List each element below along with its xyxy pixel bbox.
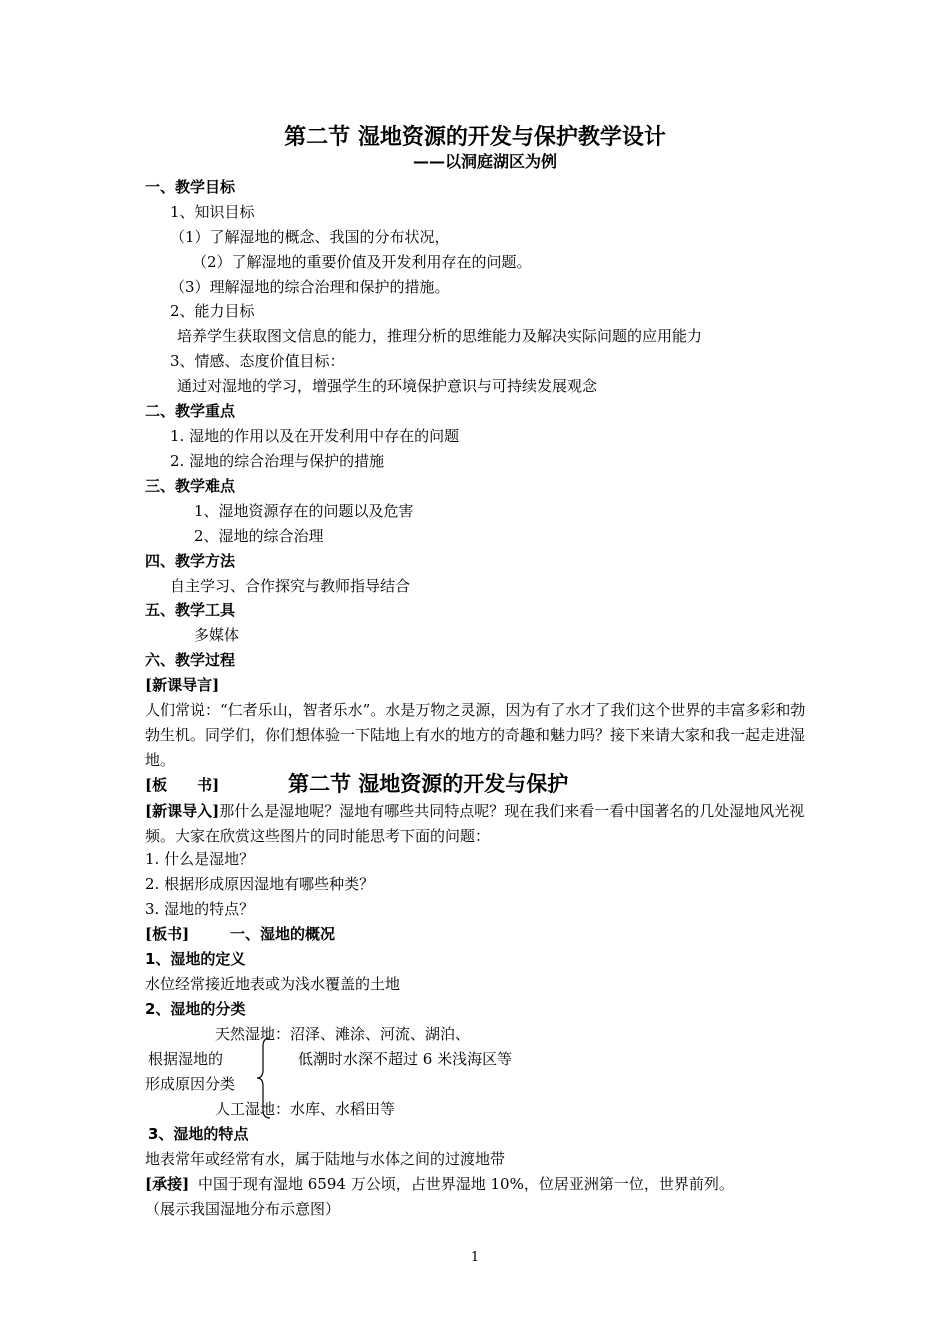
features-text: 地表常年或经常有水，属于陆地与水体之间的过渡地带 [145,1150,506,1168]
tools-heading: 五、教学工具 [145,601,236,619]
board-tag: [板 书] [145,776,220,794]
lead-paragraph [145,799,811,849]
knowledge-goal-label: 1、知识目标 [170,203,255,221]
page-number: 1 [470,1250,480,1265]
question-1: 1. 什么是湿地？ [145,850,255,868]
classification-left-1: 根据湿地的 [148,1050,224,1068]
emotion-goal-label: 3、情感、态度价值目标： [170,352,345,370]
emotion-goal-text: 通过对湿地的学习，增强学生的环境保护意识与可持续发展观念 [177,377,598,395]
question-3: 3. 湿地的特点？ [145,900,255,918]
difficult-points-heading: 三、教学难点 [145,477,236,495]
knowledge-goal-1: （1）了解湿地的概念、我国的分布状况， [170,228,450,246]
knowledge-goal-3: （3）理解湿地的综合治理和保护的措施。 [170,278,450,296]
key-point-1: 1. 湿地的作用以及在开发利用中存在的问题 [170,427,460,445]
board2-text: 一、湿地的概况 [230,925,336,943]
connect-tag: [承接] [145,1175,190,1193]
ability-goal-label: 2、能力目标 [170,302,255,320]
board2-tag: [板书] [145,925,190,943]
document-subtitle: ——以洞庭湖区为例 [412,152,557,171]
curly-brace-icon [255,1036,275,1120]
key-point-2: 2. 湿地的综合治理与保护的措施 [170,452,385,470]
show-map-text: （展示我国湿地分布示意图） [145,1200,341,1218]
goals-heading: 一、教学目标 [145,178,236,196]
method-heading: 四、教学方法 [145,552,236,570]
intro-tag: [新课导言] [145,676,220,694]
question-2: 2. 根据形成原因湿地有哪些种类？ [145,875,375,893]
classification-left-2: 形成原因分类 [145,1075,236,1093]
method-text: 自主学习、合作探究与教师指导结合 [170,577,411,595]
features-heading: 3、湿地的特点 [148,1125,249,1143]
knowledge-goal-2: （2）了解湿地的重要价值及开发利用存在的问题。 [192,253,532,271]
document-title: 第二节 湿地资源的开发与保护教学设计 [284,125,666,150]
classification-heading: 2、湿地的分类 [145,1000,246,1018]
difficult-point-1: 1、湿地资源存在的问题以及危害 [194,502,414,520]
difficult-point-2: 2、湿地的综合治理 [194,527,324,545]
definition-text: 水位经常接近地表或为浅水覆盖的土地 [145,975,401,993]
process-heading: 六、教学过程 [145,651,236,669]
classification-artificial: 人工湿地：水库、水稻田等 [215,1100,396,1118]
lead-text: 那什么是湿地呢？湿地有哪些共同特点呢？现在我们来看一看中国著名的几处湿地风光视频。大家在欣赏这些图片的同时能思考下面的问题： [145,802,805,845]
connect-text: 中国于现有湿地 6594 万公顷，占世界湿地 10%，位居亚洲第一位，世界前列。 [198,1175,734,1193]
board-title: 第二节 湿地资源的开发与保护 [288,771,569,796]
lead-tag: [新课导入] [145,802,220,820]
definition-heading: 1、湿地的定义 [145,950,246,968]
classification-natural-2: 低潮时水深不超过 6 米浅海区等 [298,1050,513,1068]
key-points-heading: 二、教学重点 [145,402,236,420]
tools-text: 多媒体 [194,626,240,644]
classification-natural: 天然湿地：沼泽、滩涂、河流、湖泊、 [215,1025,471,1043]
ability-goal-text: 培养学生获取图文信息的能力，推理分析的思维能力及解决实际问题的应用能力 [177,327,703,345]
intro-paragraph: 人们常说：“仁者乐山，智者乐水”。水是万物之灵源，因为有了水才了我们这个世界的丰富多彩和勃勃生机。同学们，你们想体验一下陆地上有水的地方的奇趣和魅力吗？接下来请大家和我一起走进湿地。 [145,701,806,769]
